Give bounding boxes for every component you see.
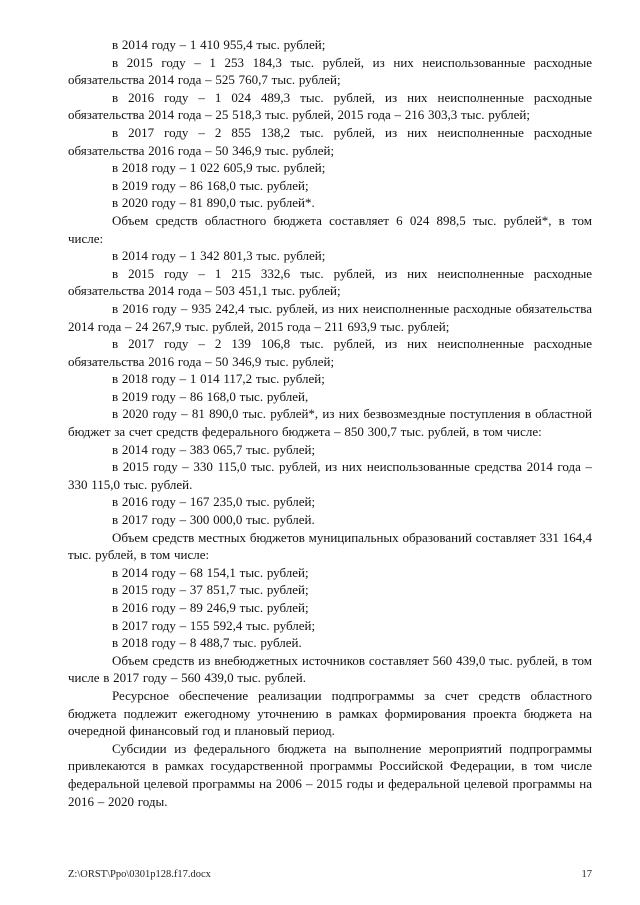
footer-page-number: 17 [581, 869, 592, 880]
paragraph-2: в 2015 году – 1 253 184,3 тыс. рублей, из них неиспользованные расходные обязательства 2014 года – 525 760,7 тыс. рублей; [68, 54, 592, 88]
paragraph-18: в 2016 году – 167 235,0 тыс. рублей; [112, 494, 316, 510]
paragraph-14: в 2019 году – 86 168,0 тыс. рублей, [112, 388, 309, 404]
paragraph-4: в 2017 году – 2 855 138,2 тыс. рублей, из них неисполненные расходные обязательства 2016 года – 50 346,9 тыс. рублей; [68, 124, 592, 158]
paragraph-8: Объем средств областного бюджета составляет 6 024 898,5 тыс. рублей*, в том числе: [68, 212, 592, 246]
footer-file-path: Z:\ORST\Ppo\0301p128.f17.docx [68, 869, 211, 880]
paragraph-1: в 2014 году – 1 410 955,4 тыс. рублей; [112, 37, 326, 52]
paragraph-26: Объем средств из внебюджетных источников составляет 560 439,0 тыс. рублей, в том числе в 2017 году – 560 439,0 тыс. рублей. [68, 652, 592, 686]
paragraph-27: Ресурсное обеспечение реализации подпрограммы за счет средств областного бюджета подлежит ежегодному уточнению в рамках формирования проекта бюджета на очередной финансовый год и плановый период. [68, 687, 592, 739]
paragraph-15: в 2020 году – 81 890,0 тыс. рублей*, из них безвозмездные поступления в областной бюджет за счет средств федерального бюджета – 850 300,7 тыс. рублей, в том числе: [68, 406, 592, 440]
paragraph-17: в 2015 году – 330 115,0 тыс. рублей, из них неиспользованные средства 2014 года – 330 115,0 тыс. рублей. [68, 459, 592, 492]
paragraph-6: в 2019 году – 86 168,0 тыс. рублей; [112, 177, 309, 193]
paragraph-12: в 2017 году – 2 139 106,8 тыс. рублей, из них неисполненные расходные обязательства 2016 года – 50 346,9 тыс. рублей; [68, 336, 592, 369]
paragraph-25: в 2018 году – 8 488,7 тыс. рублей. [112, 635, 302, 651]
document-body [68, 36, 592, 810]
paragraph-20: Объем средств местных бюджетов муниципальных образований составляет 331 164,4 тыс. рублей, в том числе: [68, 529, 592, 563]
paragraph-13: в 2018 году – 1 014 117,2 тыс. рублей; [112, 371, 325, 387]
paragraph-21: в 2014 году – 68 154,1 тыс. рублей; [112, 564, 309, 580]
paragraph-24: в 2017 году – 155 592,4 тыс. рублей; [112, 617, 316, 633]
paragraph-10: в 2015 году – 1 215 332,6 тыс. рублей, из них неисполненные расходные обязательства 2014 года – 503 451,1 тыс. рублей; [68, 265, 592, 299]
paragraph-22: в 2015 году – 37 851,7 тыс. рублей; [112, 582, 309, 598]
paragraph-11: в 2016 году – 935 242,4 тыс. рублей, из них неисполненные расходные обязательства 2014 года – 24 267,9 тыс. рублей, 2015 года – 211 693,9 тыс. рублей; [68, 300, 592, 334]
paragraph-28: Субсидии из федерального бюджета на выполнение мероприятий подпрограммы привлекаются в рамках государственной программы Российской Федерации, в том числе федеральной целевой программы на 2006 – 2015 годы и федеральной целевой программы на 2016 – 2020 годы. [68, 740, 592, 809]
paragraph-9: в 2014 году – 1 342 801,3 тыс. рублей; [112, 248, 326, 264]
paragraph-23: в 2016 году – 89 246,9 тыс. рублей; [112, 600, 309, 615]
paragraph-5: в 2018 году – 1 022 605,9 тыс. рублей; [112, 160, 326, 176]
paragraph-3: в 2016 году – 1 024 489,3 тыс. рублей, из них неисполненные расходные обязательства 2014 года – 25 518,3 тыс. рублей, 2015 года – 216 303,3 тыс. рублей; [68, 89, 592, 123]
page-footer [68, 869, 592, 880]
paragraph-19: в 2017 году – 300 000,0 тыс. рублей. [112, 512, 315, 528]
paragraph-7: в 2020 году – 81 890,0 тыс. рублей*. [112, 195, 315, 211]
paragraph-16: в 2014 году – 383 065,7 тыс. рублей; [112, 441, 316, 457]
